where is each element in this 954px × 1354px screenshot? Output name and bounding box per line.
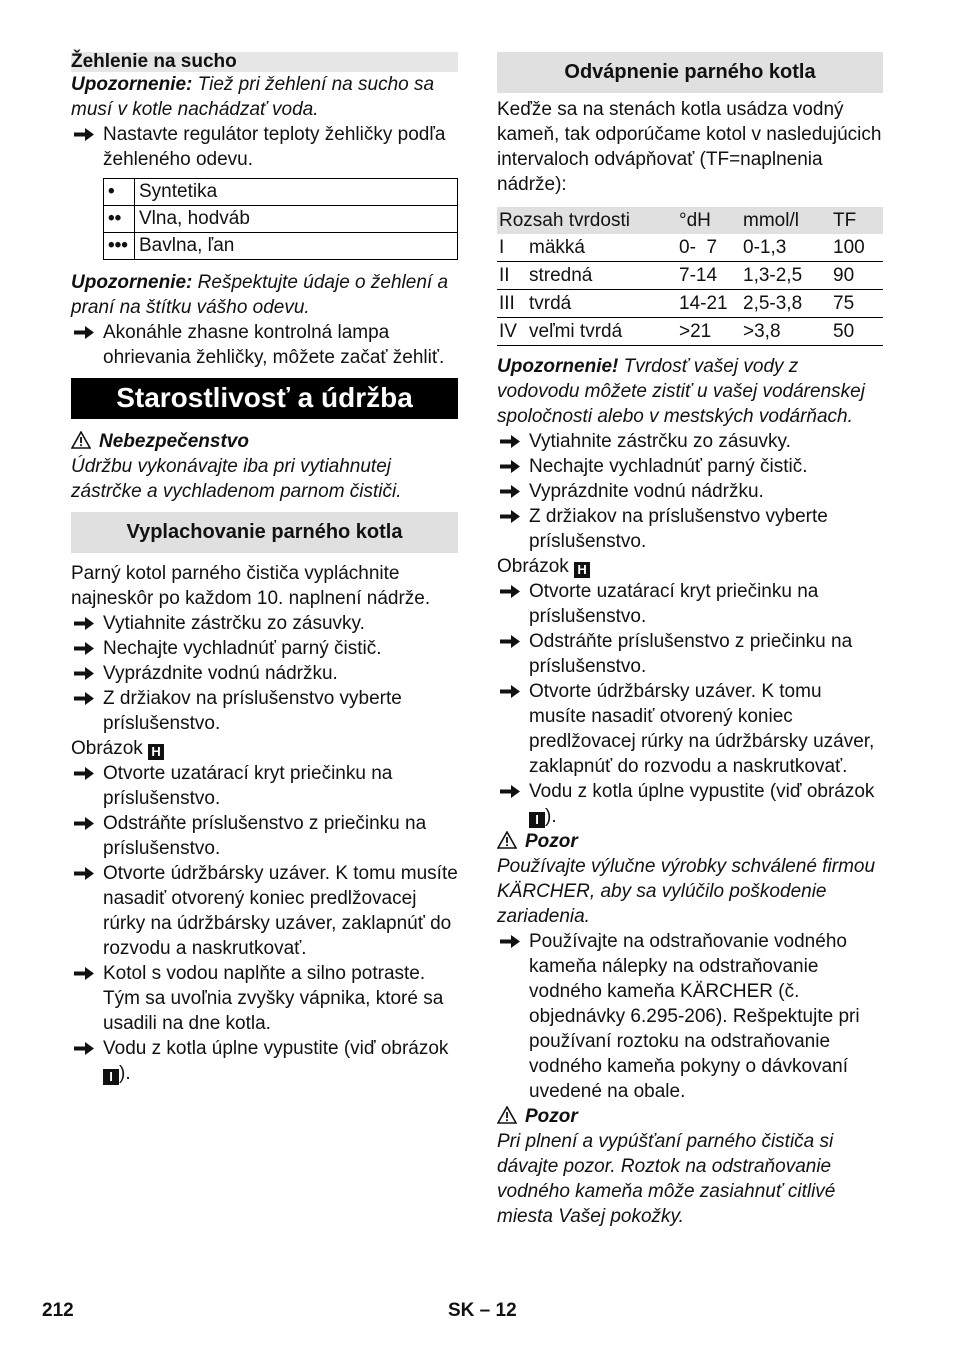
cell-tf: 50 (831, 318, 883, 346)
fabric-row (104, 179, 458, 206)
caution-label: Pozor (525, 1106, 578, 1127)
cell-description: stredná (527, 262, 677, 290)
left-column (71, 50, 458, 1086)
arrow-right-icon (73, 811, 95, 836)
arrow-right-icon (499, 679, 521, 704)
cell-description: mäkká (527, 234, 677, 262)
fabric-row (104, 206, 458, 233)
step-text: Akonáhle zhasne kontrolná lampa ohrievania žehličky, môžete začať žehliť. (103, 322, 445, 368)
note-label: Upozornenie! (497, 356, 619, 377)
cell-description: veľmi tvrdá (527, 318, 677, 346)
note-text: Rešpektujte údaje o žehlení a praní na štítku vášho odevu. (71, 272, 449, 318)
fabric-label: Bavlna, ľan (135, 233, 458, 260)
cell-level: I (497, 234, 527, 262)
arrow-right-icon (73, 636, 95, 661)
note-label-care (71, 270, 458, 320)
table-header-row (497, 207, 883, 234)
step-text: Nechajte vychladnúť parný čistič. (529, 456, 808, 477)
step-use-descaler (497, 929, 883, 1104)
arrow-right-icon (499, 779, 521, 804)
caution-text: Pri plnení a vypúšťaní parného čističa si dávajte pozor. Roztok na odstraňovanie vodného kameňa môže zasiahnuť citlivé miesta Vašej pokožky. (497, 1131, 836, 1227)
note-label: Upozornenie: (71, 74, 193, 95)
figure-reference (497, 554, 883, 579)
dry-ironing-title: Žehlenie na sucho (71, 52, 458, 72)
arrow-right-icon (499, 579, 521, 604)
danger-text: Údržbu vykonávajte iba pri vytiahnutej zástrčke a vychladenom parnom čističi. (71, 456, 402, 502)
right-column (497, 50, 883, 1229)
note-text: Tiež pri žehlení na sucho sa musí v kotle nachádzať voda. (71, 74, 435, 120)
step-text: Z držiakov na príslušenstvo vyberte príslušenstvo. (103, 688, 402, 734)
table-row (497, 318, 883, 346)
rinse-intro: Parný kotol parného čističa vypláchnite najneskôr po každom 10. naplnení nádrže. (71, 563, 431, 609)
arrow-right-icon (73, 861, 95, 886)
arrow-right-icon (73, 320, 95, 345)
col-header-dh: °dH (677, 207, 741, 234)
step-open-cover (497, 579, 883, 629)
fabric-label: Vlna, hodváb (135, 206, 458, 233)
step-lamp (71, 320, 458, 370)
arrow-right-icon (73, 761, 95, 786)
rinse-boiler-title: Vyplachovanie parného kotla (71, 512, 458, 553)
step-text: Vyprázdnite vodnú nádržku. (529, 481, 764, 502)
fabric-dots: • (104, 179, 135, 206)
step-text-end: ). (545, 806, 557, 827)
fabric-dots: •• (104, 206, 135, 233)
note-water-hardness (497, 354, 883, 429)
step-set-temperature (71, 122, 458, 172)
caution-label: Pozor (525, 831, 578, 852)
table-row (497, 290, 883, 318)
step-text: Používajte na odstraňovanie vodného kameňa nálepky na odstraňovanie vodného kameňa KÄRCHER (č. objednávky 6.295-206). Rešpektujte pri používaní roztoku na odstraňovanie vodného kameňa pokyny o dávkovaní uvedené na obale. (529, 931, 860, 1102)
step-text: Nechajte vychladnúť parný čistič. (103, 638, 382, 659)
col-header-range: Rozsah tvrdosti (497, 207, 677, 234)
step-text: Kotol s vodou naplňte a silno potraste. Tým sa uvoľnia zvyšky vápnika, ktoré sa usadili na dne kotla. (103, 963, 444, 1034)
step-text-end: ). (119, 1063, 131, 1084)
cell-level: II (497, 262, 527, 290)
caution-text: Používajte výlučne výrobky schválené firmou KÄRCHER, aby sa vylúčilo poškodenie zariadenia. (497, 856, 876, 927)
cell-tf: 75 (831, 290, 883, 318)
step-drain-boiler (497, 779, 883, 829)
descale-intro: Keďže sa na stenách kotla usádza vodný kameň, tak odporúčame kotol v nasledujúcich intervaloch odvápňovať (TF=naplnenia nádrže): (497, 99, 882, 195)
step-open-maintenance-cap (497, 679, 883, 779)
figure-reference (71, 736, 458, 761)
figure-letter-badge: I (529, 812, 545, 828)
step-text: Vodu z kotla úplne vypustite (viď obrázok (103, 1038, 449, 1059)
cell-mmol: 0-1,3 (741, 234, 831, 262)
step-text: Odstráňte príslušenstvo z priečinku na príslušenstvo. (529, 631, 853, 677)
caution-heading (497, 1104, 883, 1129)
step-text: Vyprázdnite vodnú nádržku. (103, 663, 338, 684)
cell-mmol: 1,3-2,5 (741, 262, 831, 290)
cell-dh: 7-14 (677, 262, 741, 290)
step-text: Z držiakov na príslušenstvo vyberte príslušenstvo. (529, 506, 828, 552)
warning-triangle-icon (71, 431, 91, 449)
warning-triangle-icon (497, 1106, 517, 1124)
fabric-row (104, 233, 458, 260)
arrow-right-icon (73, 122, 95, 147)
col-header-mmol: mmol/l (741, 207, 831, 234)
cell-mmol: 2,5-3,8 (741, 290, 831, 318)
cell-tf: 90 (831, 262, 883, 290)
water-hardness-table (497, 207, 883, 346)
arrow-right-icon (499, 479, 521, 504)
section-marker: SK – 12 (448, 1300, 517, 1321)
step-unplug (71, 611, 458, 636)
descale-boiler-title: Odvápnenie parného kotla (497, 52, 883, 93)
cell-description: tvrdá (527, 290, 677, 318)
step-unplug (497, 429, 883, 454)
cell-dh: >21 (677, 318, 741, 346)
step-empty-tank (497, 479, 883, 504)
arrow-right-icon (73, 611, 95, 636)
warning-triangle-icon (497, 831, 517, 849)
figure-letter-badge: I (103, 1069, 119, 1085)
table-row (497, 262, 883, 290)
danger-heading (71, 429, 458, 454)
step-cool-down (71, 636, 458, 661)
step-text: Otvorte uzatárací kryt priečinku na príslušenstvo. (103, 763, 393, 809)
arrow-right-icon (73, 961, 95, 986)
arrow-right-icon (73, 661, 95, 686)
page-number: 212 (42, 1300, 74, 1321)
step-text: Nastavte regulátor teploty žehličky podľa žehleného odevu. (103, 124, 446, 170)
arrow-right-icon (73, 686, 95, 711)
cell-dh: 14-21 (677, 290, 741, 318)
cell-dh: 0- 7 (677, 234, 741, 262)
step-remove-accessories (71, 686, 458, 736)
step-text: Otvorte údržbársky uzáver. K tomu musíte nasadiť otvorený koniec predlžovacej rúrky na údržbársky uzáver, zaklapnúť do rozvodu a naskrutkovať. (103, 863, 458, 959)
step-empty-tank (71, 661, 458, 686)
step-text: Otvorte údržbársky uzáver. K tomu musíte nasadiť otvorený koniec predlžovacej rúrky na údržbársky uzáver, zaklapnúť do rozvodu a naskrutkovať. (529, 681, 875, 777)
arrow-right-icon (499, 629, 521, 654)
figure-label: Obrázok (497, 556, 569, 577)
note-text: Tvrdosť vašej vody z vodovodu môžete zistiť u vašej vodárenskej spoločnosti alebo v mestských vodárňach. (497, 356, 865, 427)
fabric-label: Syntetika (135, 179, 458, 206)
note-dry-ironing (71, 72, 458, 122)
cell-level: IV (497, 318, 527, 346)
arrow-right-icon (73, 1036, 95, 1061)
arrow-right-icon (499, 454, 521, 479)
step-text: Vytiahnite zástrčku zo zásuvky. (103, 613, 365, 634)
cell-tf: 100 (831, 234, 883, 262)
fabric-table (103, 178, 458, 260)
step-open-maintenance-cap (71, 861, 458, 961)
step-text: Odstráňte príslušenstvo z priečinku na príslušenstvo. (103, 813, 427, 859)
cell-mmol: >3,8 (741, 318, 831, 346)
danger-label: Nebezpečenstvo (99, 431, 249, 452)
figure-letter-badge: H (148, 744, 164, 760)
table-row (497, 234, 883, 262)
step-cool-down (497, 454, 883, 479)
step-text: Vodu z kotla úplne vypustite (viď obrázok (529, 781, 875, 802)
arrow-right-icon (499, 429, 521, 454)
step-drain-boiler (71, 1036, 458, 1086)
fabric-dots: ••• (104, 233, 135, 260)
main-section-title: Starostlivosť a údržba (71, 378, 458, 419)
step-text: Vytiahnite zástrčku zo zásuvky. (529, 431, 791, 452)
arrow-right-icon (499, 504, 521, 529)
cell-level: III (497, 290, 527, 318)
step-open-cover (71, 761, 458, 811)
step-take-accessories (497, 629, 883, 679)
figure-letter-badge: H (574, 562, 590, 578)
step-take-accessories (71, 811, 458, 861)
step-remove-accessories (497, 504, 883, 554)
note-label: Upozornenie: (71, 272, 193, 293)
figure-label: Obrázok (71, 738, 143, 759)
step-text: Otvorte uzatárací kryt priečinku na príslušenstvo. (529, 581, 819, 627)
col-header-tf: TF (831, 207, 883, 234)
step-shake-boiler (71, 961, 458, 1036)
caution-heading (497, 829, 883, 854)
arrow-right-icon (499, 929, 521, 954)
